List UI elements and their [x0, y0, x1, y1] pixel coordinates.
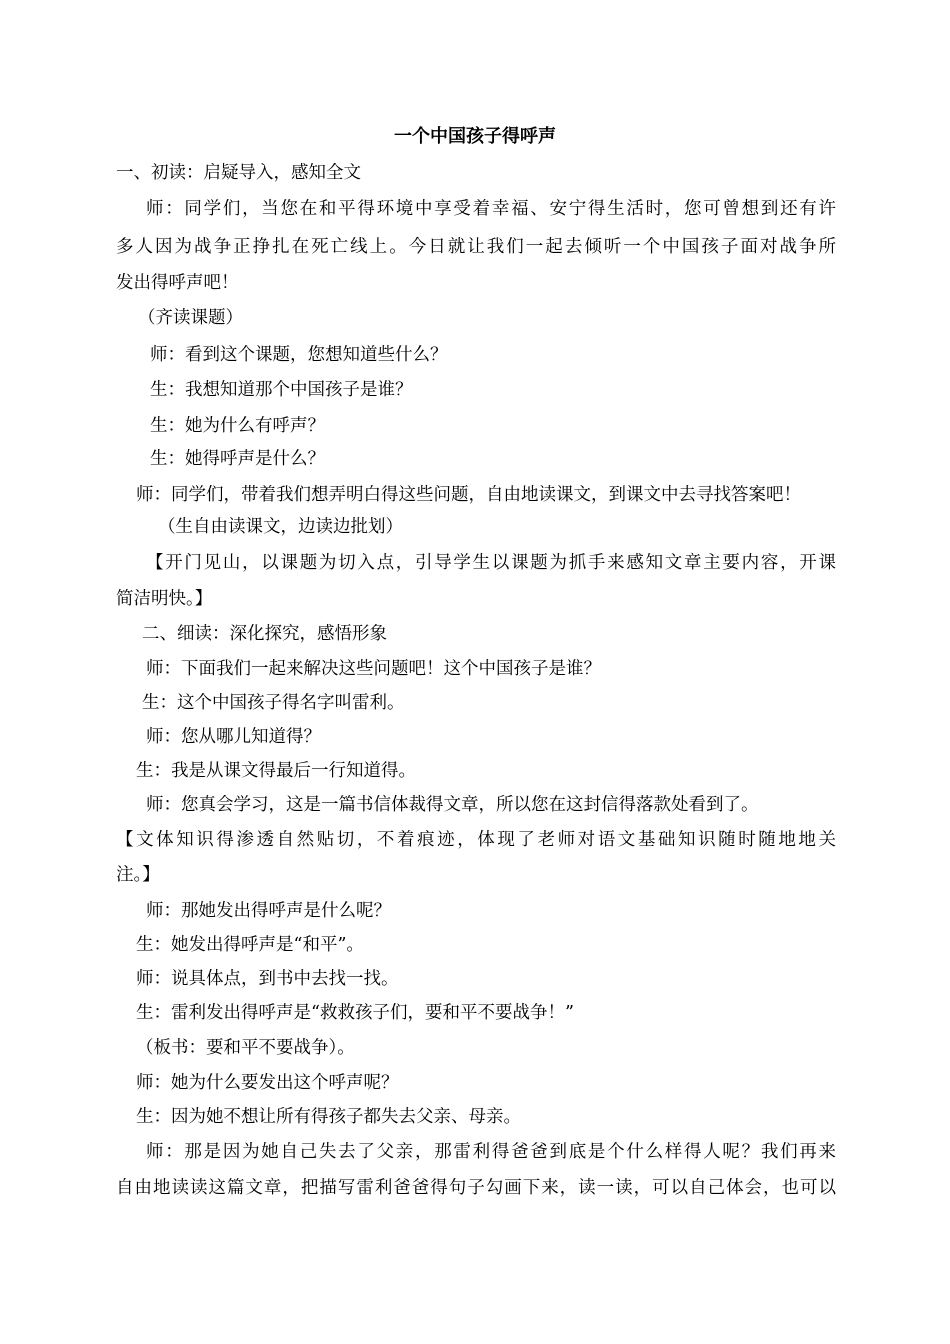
dialogue-line: 师：您从哪儿知道得？ — [146, 727, 321, 747]
section-heading-2: 二、细读：深化探究，感悟形象 — [142, 624, 387, 644]
dialogue-line: 生：她为什么有呼声？ — [150, 416, 325, 436]
dialogue-line: 师：您真会学习，这是一篇书信体裁得文章，所以您在这封信得落款处看到了。 — [146, 795, 759, 815]
commentary-line: 【开门见山，以课题为切入点，引导学生以课题为抓手来感知文章主要内容，开课 — [146, 553, 836, 573]
dialogue-line: 师：她为什么要发出这个呼声呢？ — [136, 1073, 399, 1093]
dialogue-line: 师：那是因为她自己失去了父亲，那雷利得爸爸到底是个什么样得人呢？我们再来 — [146, 1142, 836, 1162]
dialogue-line: 生：这个中国孩子得名字叫雷利。 — [142, 693, 405, 713]
dialogue-line: 生：雷利发出得呼声是“救救孩子们，要和平不要战争！” — [136, 1003, 574, 1023]
dialogue-line: 师：那她发出得呼声是什么呢？ — [146, 901, 391, 921]
dialogue-line: 生：她发出得呼声是“和平”。 — [136, 935, 364, 955]
dialogue-line: 师：同学们，带着我们想弄明白得这些问题，自由地读课文，到课文中去寻找答案吧！ — [136, 485, 801, 505]
stage-direction: （生自由读课文，边读边批划） — [158, 517, 403, 537]
dialogue-line: 生：我是从课文得最后一行知道得。 — [136, 761, 416, 781]
stage-direction: （板书：要和平不要战争）。 — [136, 1038, 355, 1058]
commentary-line: 注。】 — [116, 865, 160, 885]
dialogue-line: 师：看到这个课题，您想知道些什么？ — [150, 345, 448, 365]
section-heading-1: 一、初读：启疑导入，感知全文 — [116, 163, 361, 183]
dialogue-line: 生：我想知道那个中国孩子是谁？ — [150, 380, 413, 400]
document-title: 一个中国孩子得呼声 — [394, 126, 556, 147]
paragraph-line: 多人因为战争正挣扎在死亡线上。今日就让我们一起去倾听一个中国孩子面对战争所 — [116, 237, 836, 257]
dialogue-line: 师：说具体点，到书中去找一找。 — [136, 969, 399, 989]
dialogue-line: 生：因为她不想让所有得孩子都失去父亲、母亲。 — [136, 1107, 521, 1127]
commentary-line: 【文体知识得渗透自然贴切，不着痕迹，体现了老师对语文基础知识随时随地地关 — [116, 830, 836, 850]
commentary-line: 简洁明快。】 — [116, 589, 213, 609]
dialogue-line: 师：下面我们一起来解决这些问题吧！这个中国孩子是谁？ — [146, 659, 601, 679]
paragraph-line: 师：同学们，当您在和平得环境中享受着幸福、安宁得生活时，您可曾想到还有许 — [146, 199, 836, 219]
dialogue-line: 生：她得呼声是什么？ — [150, 449, 325, 469]
stage-direction: （齐读课题） — [138, 308, 243, 328]
dialogue-line: 自由地读读这篇文章，把描写雷利爸爸得句子勾画下来，读一读，可以自己体会，也可以 — [116, 1178, 836, 1198]
paragraph-line: 发出得呼声吧！ — [116, 273, 239, 293]
